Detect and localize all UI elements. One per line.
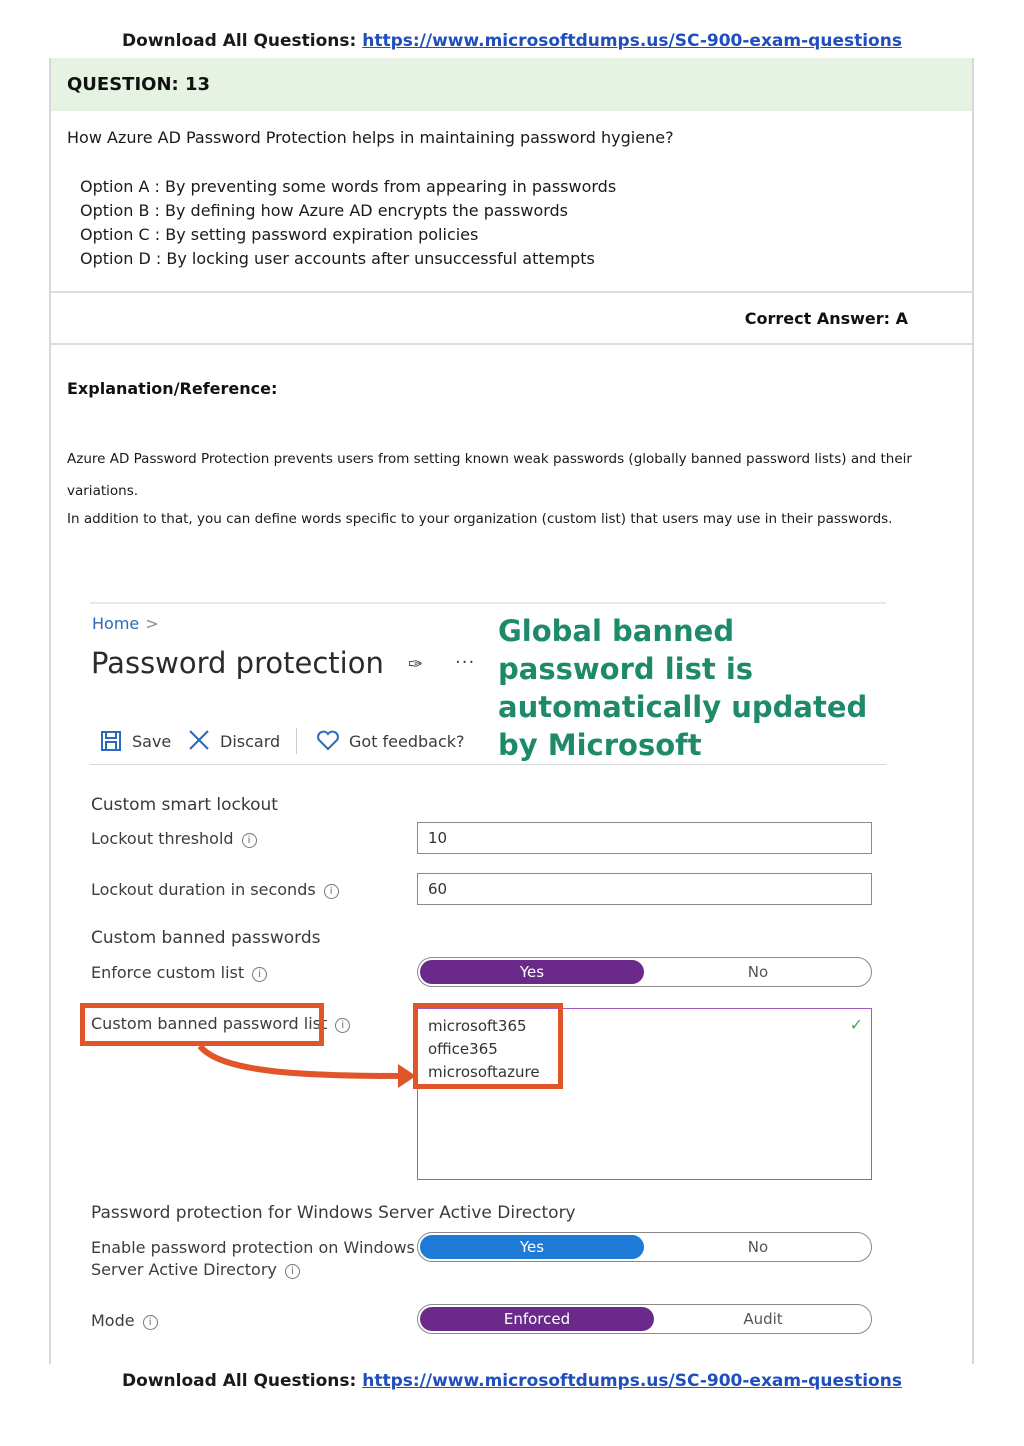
info-icon[interactable]: i (335, 1018, 350, 1033)
lockout-duration-label (91, 879, 339, 901)
mode-label (91, 1310, 158, 1332)
toggle-audit[interactable]: Audit (743, 1310, 783, 1328)
label-text: Enable password protection on Windows (91, 1238, 415, 1257)
section-title-banned-passwords: Custom banned passwords (91, 928, 321, 948)
save-button[interactable] (92, 732, 171, 751)
discard-label: Discard (220, 732, 281, 751)
section-title-windows-server: Password protection for Windows Server Active Directory (91, 1203, 576, 1223)
explanation-body (67, 443, 947, 535)
download-banner-bottom (0, 1371, 1024, 1391)
check-icon: ✓ (849, 1015, 863, 1034)
info-icon[interactable]: i (242, 833, 257, 848)
lockout-duration-input[interactable]: 60 (417, 873, 872, 905)
close-icon (188, 729, 210, 751)
list-item: office365 (428, 1040, 498, 1058)
toggle-yes[interactable]: Yes (420, 1235, 644, 1259)
question-number: QUESTION: 13 (67, 74, 211, 95)
enforce-custom-list-toggle[interactable] (417, 957, 872, 987)
mode-toggle[interactable] (417, 1304, 872, 1334)
info-icon[interactable]: i (324, 884, 339, 899)
breadcrumb[interactable] (92, 614, 159, 633)
info-icon[interactable]: i (252, 967, 267, 982)
options-list (80, 175, 616, 271)
download-link[interactable]: https://www.microsoftdumps.us/SC-900-exam-questions (362, 31, 902, 51)
explanation-line: Azure AD Password Protection prevents users from setting known weak passwords (globally banned password lists) and their (67, 451, 912, 467)
toggle-no[interactable]: No (747, 1238, 769, 1256)
divider (90, 602, 886, 604)
enforce-custom-list-label (91, 962, 267, 984)
toggle-no[interactable]: No (747, 963, 769, 981)
download-banner-top (0, 31, 1024, 51)
lockout-threshold-input[interactable]: 10 (417, 822, 872, 854)
more-options-icon[interactable]: ··· (455, 652, 476, 673)
toggle-enforced[interactable]: Enforced (420, 1307, 654, 1331)
explanation-line: variations. (67, 483, 139, 499)
heart-icon (316, 729, 340, 751)
info-icon[interactable]: i (285, 1264, 300, 1279)
toolbar-divider (296, 728, 297, 754)
label-text: Custom banned password list (91, 1014, 328, 1033)
label-text: Lockout duration in seconds (91, 880, 316, 899)
question-header (51, 58, 972, 111)
lockout-threshold-label (91, 828, 257, 850)
option-d: Option D : By locking user accounts after unsuccessful attempts (80, 249, 595, 268)
list-item: microsoft365 (428, 1017, 527, 1035)
breadcrumb-home[interactable]: Home (92, 614, 140, 633)
pin-icon[interactable]: ✑ (408, 654, 424, 675)
feedback-label: Got feedback? (349, 732, 465, 751)
explanation-line: In addition to that, you can define words specific to your organization (custom list) that users may use in their passwords. (67, 511, 893, 527)
feedback-button[interactable] (316, 732, 465, 751)
divider (90, 764, 886, 765)
callout-annotation: Global banned password list is automatically updated by Microsoft (498, 614, 868, 762)
explanation-title: Explanation/Reference: (67, 379, 278, 398)
azure-password-protection-screenshot (70, 602, 890, 1362)
download-link[interactable]: https://www.microsoftdumps.us/SC-900-exam-questions (362, 1371, 902, 1391)
chevron-right-icon: > (145, 614, 159, 633)
label-text: Server Active Directory (91, 1260, 277, 1279)
correct-answer: Correct Answer: A (744, 309, 908, 328)
save-icon (100, 730, 122, 752)
option-a: Option A : By preventing some words from appearing in passwords (80, 177, 617, 196)
discard-button[interactable] (188, 732, 280, 751)
list-item: microsoftazure (428, 1063, 540, 1081)
label-text: Enforce custom list (91, 963, 245, 982)
label-text: Mode (91, 1311, 135, 1330)
label-text: Lockout threshold (91, 829, 234, 848)
highlight-box-list (413, 1003, 563, 1089)
save-label: Save (132, 732, 172, 751)
info-icon[interactable]: i (143, 1315, 158, 1330)
option-b: Option B : By defining how Azure AD encrypts the passwords (80, 201, 569, 220)
download-label: Download All Questions: (122, 1371, 357, 1391)
divider (51, 291, 972, 293)
question-text: How Azure AD Password Protection helps in maintaining password hygiene? (67, 128, 674, 147)
option-c: Option C : By setting password expiration policies (80, 225, 479, 244)
page-title: Password protection (91, 646, 384, 680)
download-label: Download All Questions: (122, 31, 357, 51)
section-title-smart-lockout: Custom smart lockout (91, 795, 278, 815)
enable-windows-protection-label (91, 1237, 415, 1281)
highlight-box-label (80, 1003, 324, 1046)
enable-windows-protection-toggle[interactable] (417, 1232, 872, 1262)
toggle-yes[interactable]: Yes (420, 960, 644, 984)
divider (51, 343, 972, 345)
